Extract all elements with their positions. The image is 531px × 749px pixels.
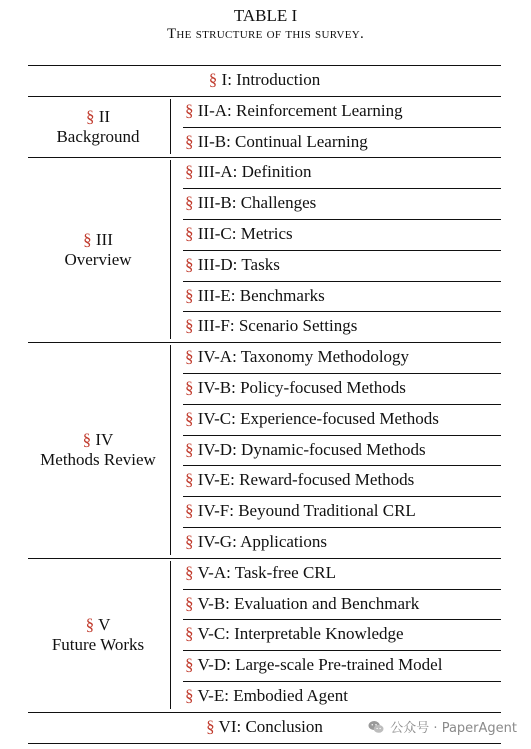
section-symbol: § [185, 316, 194, 336]
section-symbol: § [85, 106, 95, 126]
group-separator [170, 345, 171, 555]
subsection-label: IV-C: Experience-focused Methods [197, 408, 439, 428]
subsection-label: III-A: Definition [197, 162, 312, 182]
section-symbol: § [185, 100, 194, 120]
subsection-row [185, 132, 368, 152]
subsection-rule [183, 435, 501, 436]
section-title: Future Works [51, 634, 145, 654]
subsection-rule [183, 127, 501, 128]
section-symbol: § [185, 131, 194, 151]
section-symbol: § [185, 162, 194, 182]
subsection-row [185, 378, 406, 398]
subsection-label: IV-B: Policy-focused Methods [197, 378, 406, 397]
group-rule [28, 96, 501, 97]
section-symbol: § [185, 532, 194, 551]
subsection-label: III-D: Tasks [197, 254, 280, 274]
subsection-label: III-F: Scenario Settings [197, 316, 358, 336]
wechat-icon [367, 718, 385, 736]
section-symbol: § [185, 408, 194, 428]
subsection-label: II-A: Reinforcement Learning [197, 100, 403, 120]
subsection-row [185, 501, 416, 521]
section-symbol: § [85, 614, 95, 634]
subsection-row [185, 286, 325, 306]
subsection-row [185, 440, 426, 460]
subsection-label: V-D: Large-scale Pre-trained Model [197, 655, 443, 675]
conclusion-label: VI: Conclusion [218, 716, 323, 736]
section-symbol: § [185, 501, 194, 521]
subsection-rule [183, 404, 501, 405]
section-symbol: § [83, 229, 92, 249]
subsection-label: II-B: Continual Learning [197, 131, 368, 151]
subsection-row [185, 347, 409, 367]
top-rule [28, 65, 501, 66]
subsection-row [185, 563, 336, 583]
section-symbol: § [185, 624, 194, 644]
subsection-label: IV-A: Taxonomy Methodology [197, 347, 410, 367]
section-symbol: § [185, 254, 194, 274]
subsection-rule [183, 219, 501, 220]
subsection-label: IV-F: Beyound Traditional CRL [197, 501, 416, 521]
table-caption-label: TABLE I [233, 6, 298, 25]
group-separator [170, 160, 171, 339]
section-symbol: § [185, 193, 194, 213]
subsection-label: IV-G: Applications [197, 532, 327, 551]
subsection-rule [183, 619, 501, 620]
subsection-row [185, 255, 280, 275]
section-title: Overview [64, 249, 132, 269]
group-rule [28, 712, 501, 713]
subsection-label: IV-E: Reward-focused Methods [197, 470, 415, 490]
section-heading [28, 230, 168, 250]
subsection-label: V-C: Interpretable Knowledge [197, 624, 404, 644]
intro-row [28, 70, 501, 90]
subsection-rule [183, 589, 501, 590]
section-number: III [95, 229, 113, 249]
subsection-label: V-B: Evaluation and Benchmark [197, 593, 420, 613]
subsection-rule [183, 250, 501, 251]
subsection-label: III-E: Benchmarks [197, 285, 325, 305]
section-group-iii [28, 230, 168, 270]
subsection-label: IV-D: Dynamic-focused Methods [197, 439, 426, 459]
subsection-row [185, 409, 439, 429]
section-symbol: § [185, 378, 194, 397]
section-heading [28, 107, 168, 127]
section-symbol: § [185, 655, 194, 675]
watermark-text: 公众号 · PaperAgent [390, 721, 517, 736]
section-group-iv [28, 430, 168, 470]
subsection-rule [183, 496, 501, 497]
section-symbol: § [206, 716, 215, 736]
group-separator [170, 561, 171, 709]
section-title: Methods Review [40, 450, 156, 469]
section-symbol: § [185, 347, 194, 367]
subsection-row [185, 101, 403, 121]
subsection-rule [183, 373, 501, 374]
section-symbol: § [185, 593, 194, 613]
section-title: Background [56, 126, 140, 146]
subsection-rule [183, 188, 501, 189]
subsection-row [185, 193, 316, 213]
group-rule [28, 157, 501, 158]
section-number: II [98, 106, 111, 126]
subsection-rule [183, 311, 501, 312]
table-caption-title: The structure of this survey. [166, 26, 365, 42]
intro-label: I: Introduction [221, 70, 321, 89]
section-group-v [28, 615, 168, 655]
subsection-row [185, 655, 442, 675]
section-number: IV [95, 430, 114, 449]
section-symbol: § [185, 285, 194, 305]
section-symbol: § [185, 224, 194, 243]
subsection-row [185, 316, 357, 336]
section-symbol: § [185, 439, 194, 459]
section-symbol: § [185, 686, 194, 705]
subsection-rule [183, 527, 501, 528]
subsection-rule [183, 281, 501, 282]
subsection-label: V-A: Task-free CRL [197, 562, 337, 582]
subsection-row [185, 594, 419, 614]
section-symbol: § [208, 70, 218, 89]
subsection-rule [183, 650, 501, 651]
group-rule [28, 342, 501, 343]
bottom-rule [28, 743, 501, 744]
group-separator [170, 99, 171, 155]
subsection-row [185, 470, 414, 490]
section-number: V [98, 614, 111, 634]
subsection-row [185, 686, 348, 706]
watermark [367, 717, 517, 736]
subsection-row [185, 532, 327, 552]
section-symbol: § [82, 430, 92, 449]
subsection-rule [183, 681, 501, 682]
subsection-row [185, 224, 293, 244]
subsection-row [185, 162, 312, 182]
section-symbol: § [185, 562, 194, 582]
subsection-row [185, 624, 404, 644]
section-heading [28, 615, 168, 635]
subsection-rule [183, 465, 501, 466]
subsection-label: III-B: Challenges [197, 193, 317, 213]
section-symbol: § [185, 470, 194, 490]
section-heading [28, 430, 168, 450]
section-group-ii [28, 107, 168, 147]
subsection-label: III-C: Metrics [197, 224, 293, 243]
group-rule [28, 558, 501, 559]
subsection-label: V-E: Embodied Agent [197, 686, 348, 705]
